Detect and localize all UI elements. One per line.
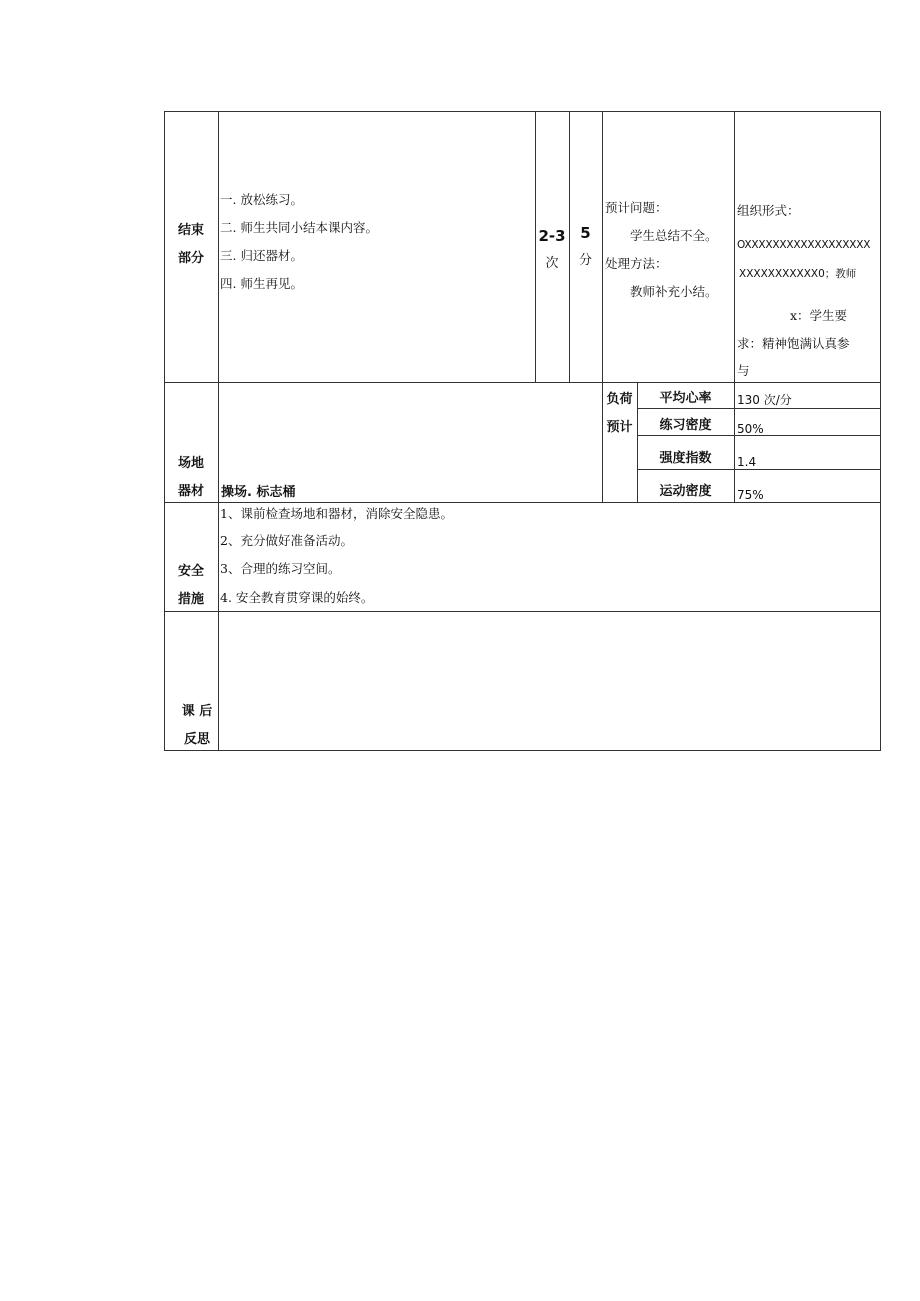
venue-text: 操场. 标志桶: [221, 485, 296, 500]
col-divider: [734, 111, 735, 382]
metric-value: 130 次/分: [737, 393, 792, 407]
ending-item: 一. 放松练习。: [220, 192, 303, 207]
col-divider: [734, 382, 735, 502]
load-label: 负荷: [606, 392, 633, 407]
issue-label: 预计问题：: [605, 200, 668, 215]
row-divider: [637, 469, 881, 470]
time-value: 5: [580, 224, 591, 242]
org-formation-line: XXXXXXXXXXX0；教师: [739, 268, 857, 280]
org-note: x：学生要: [790, 308, 848, 323]
venue-section-label: 场地 器材: [177, 456, 204, 499]
org-formation-line: OXXXXXXXXXXXXXXXXXX: [737, 239, 871, 251]
safety-item: 4. 安全教育贯穿课的始终。: [220, 590, 374, 605]
safety-section-label: 安全 措施: [177, 564, 204, 607]
solution-label: 处理方法：: [605, 256, 668, 271]
reflection-content-area: [219, 612, 880, 750]
org-note: 与: [737, 363, 750, 378]
ending-item: 四. 师生再见。: [220, 276, 303, 291]
issue-text: 学生总结不全。: [630, 228, 718, 243]
reflection-section-label: 课 后 反思: [181, 704, 213, 747]
metric-value: 1.4: [737, 455, 757, 469]
org-note: 求：精神饱满认真参: [737, 336, 850, 351]
safety-item: 3、合理的练习空间。: [220, 561, 341, 576]
row-divider: [164, 502, 881, 503]
ending-item: 二. 师生共同小结本课内容。: [220, 220, 378, 235]
row-divider: [164, 382, 881, 383]
metric-value: 50%: [737, 422, 764, 436]
metric-name: 练习密度: [659, 418, 712, 433]
metric-name: 平均心率: [659, 391, 712, 406]
safety-item: 1、课前检查场地和器材，消除安全隐患。: [220, 506, 453, 521]
col-divider: [535, 111, 536, 382]
col-divider: [569, 111, 570, 382]
ending-item: 三. 归还器材。: [220, 248, 303, 263]
metric-name: 强度指数: [659, 451, 712, 466]
safety-item: 2、充分做好准备活动。: [220, 533, 353, 548]
load-label: 预计: [606, 420, 633, 435]
lesson-plan-table: [164, 111, 881, 751]
org-label: 组织形式：: [737, 203, 800, 218]
metric-value: 75%: [737, 488, 764, 502]
col-divider: [602, 111, 603, 382]
reps-unit: 次: [545, 256, 559, 271]
ending-section-label: 结束 部分: [177, 223, 204, 266]
metric-name: 运动密度: [659, 484, 712, 499]
time-unit: 分: [578, 253, 592, 268]
solution-text: 教师补充小结。: [630, 284, 718, 299]
reps-value: 2-3: [538, 227, 566, 245]
